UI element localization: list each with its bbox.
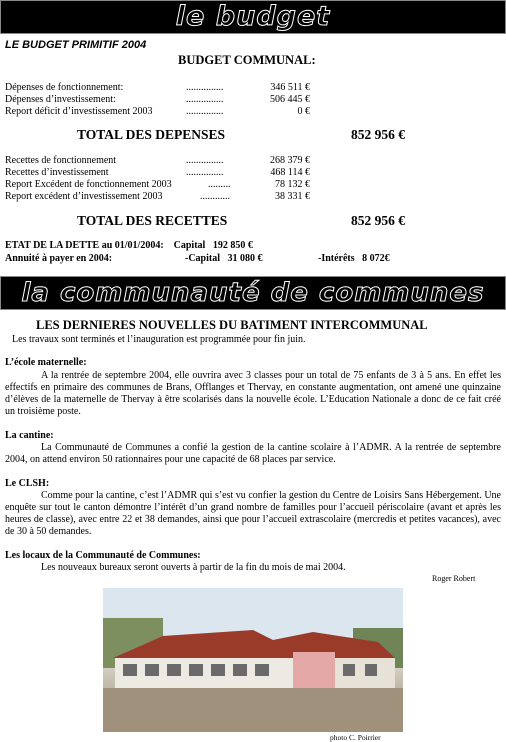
expense-row: Dépenses de fonctionnement: ............... 346 511 € [5,82,310,93]
annuite-label: Annuité à payer en 2004: [5,253,113,264]
locaux-title: Les locaux de la Communauté de Communes: [5,550,201,561]
recette-row: Recettes d’investissement ............... 468 114 € [5,167,310,178]
expense-row: Dépenses d’investissement: ............... 506 445 € [5,94,310,105]
annuite-interets: -Intérêts 8 072€ [318,253,390,264]
communaute-banner [0,276,506,310]
budget-primitif-heading: LE BUDGET PRIMITIF 2004 [5,39,147,51]
ecole-text: A la rentrée de septembre 2004, elle ouvrira avec 3 classes pour un total de 75 enfants de 3 à 5 ans. En effet les effectifs en primaire des communes de Brans, Offlanges et Thervay, en constante augmentation, ont amené une quinzaine d’élèves de la maternelle de Thervay à être scolarisés dans la nouvelle école. L’Education Nationale a donc de ce fait créé un troisième poste. [5,370,501,417]
annuite-capital: -Capital 31 080 € [185,253,263,264]
locaux-text: Les nouveaux bureaux seront ouverts à partir de la fin du mois de mai 2004. [41,562,346,573]
news-intro: Les travaux sont terminés et l’inauguration est programmée pour fin juin. [12,334,306,345]
cantine-text: La Communauté de Communes a confié la gestion de la cantine scolaire à l’ADMR. A la rentrée de septembre 2004, on attend environ 50 rationnaires pour une capacité de 68 places par service. [5,442,501,465]
clsh-text: Comme pour la cantine, c’est l’ADMR qui s’est vu confier la gestion du Centre de Loisirs Sans Hébergement. Une enquête sur tout le canton démontre l’intérêt d’un grand nombre de familles pour l’accueil périscolaire (avant et après les heures de classe), avec entre 22 et 38 demandes, ainsi que pour l’accueil extrascolaire (mercredis et petites vacances), avec de 30 à 50 demandes. [5,490,501,537]
recette-row: Report Excédent de fonctionnement 2003 ......... 78 132 € [5,179,310,190]
recette-row: Report excédent d’investissement 2003 ............ 38 331 € [5,191,310,202]
communaute-banner-title: la communauté de communes [21,278,485,308]
building-photo [103,588,403,732]
author: Roger Robert [432,574,476,583]
total-recettes-label: TOTAL DES RECETTES [77,213,228,228]
budget-banner [0,0,506,34]
building-photo-illustration [103,588,403,732]
total-depenses-label: TOTAL DES DEPENSES [77,127,226,142]
photo-credit: photo C. Poirrier [330,733,381,742]
budget-communal-heading: BUDGET COMMUNAL: [178,53,316,67]
total-depenses-value: 852 956 € [351,127,405,142]
clsh-title: Le CLSH: [5,478,50,489]
cantine-title: La cantine: [5,430,54,441]
news-title: LES DERNIERES NOUVELLES DU BATIMENT INTERCOMMUNAL [36,318,428,332]
ecole-title: L’école maternelle: [5,357,87,368]
budget-banner-title: le budget [175,1,331,32]
expense-row: Report déficit d’investissement 2003 ............... 0 € [5,106,310,117]
dette-line: ETAT DE LA DETTE au 01/01/2004: Capital 192 850 € [5,240,253,251]
total-recettes-value: 852 956 € [351,213,405,228]
recette-row: Recettes de fonctionnement ............... 268 379 € [5,155,310,166]
